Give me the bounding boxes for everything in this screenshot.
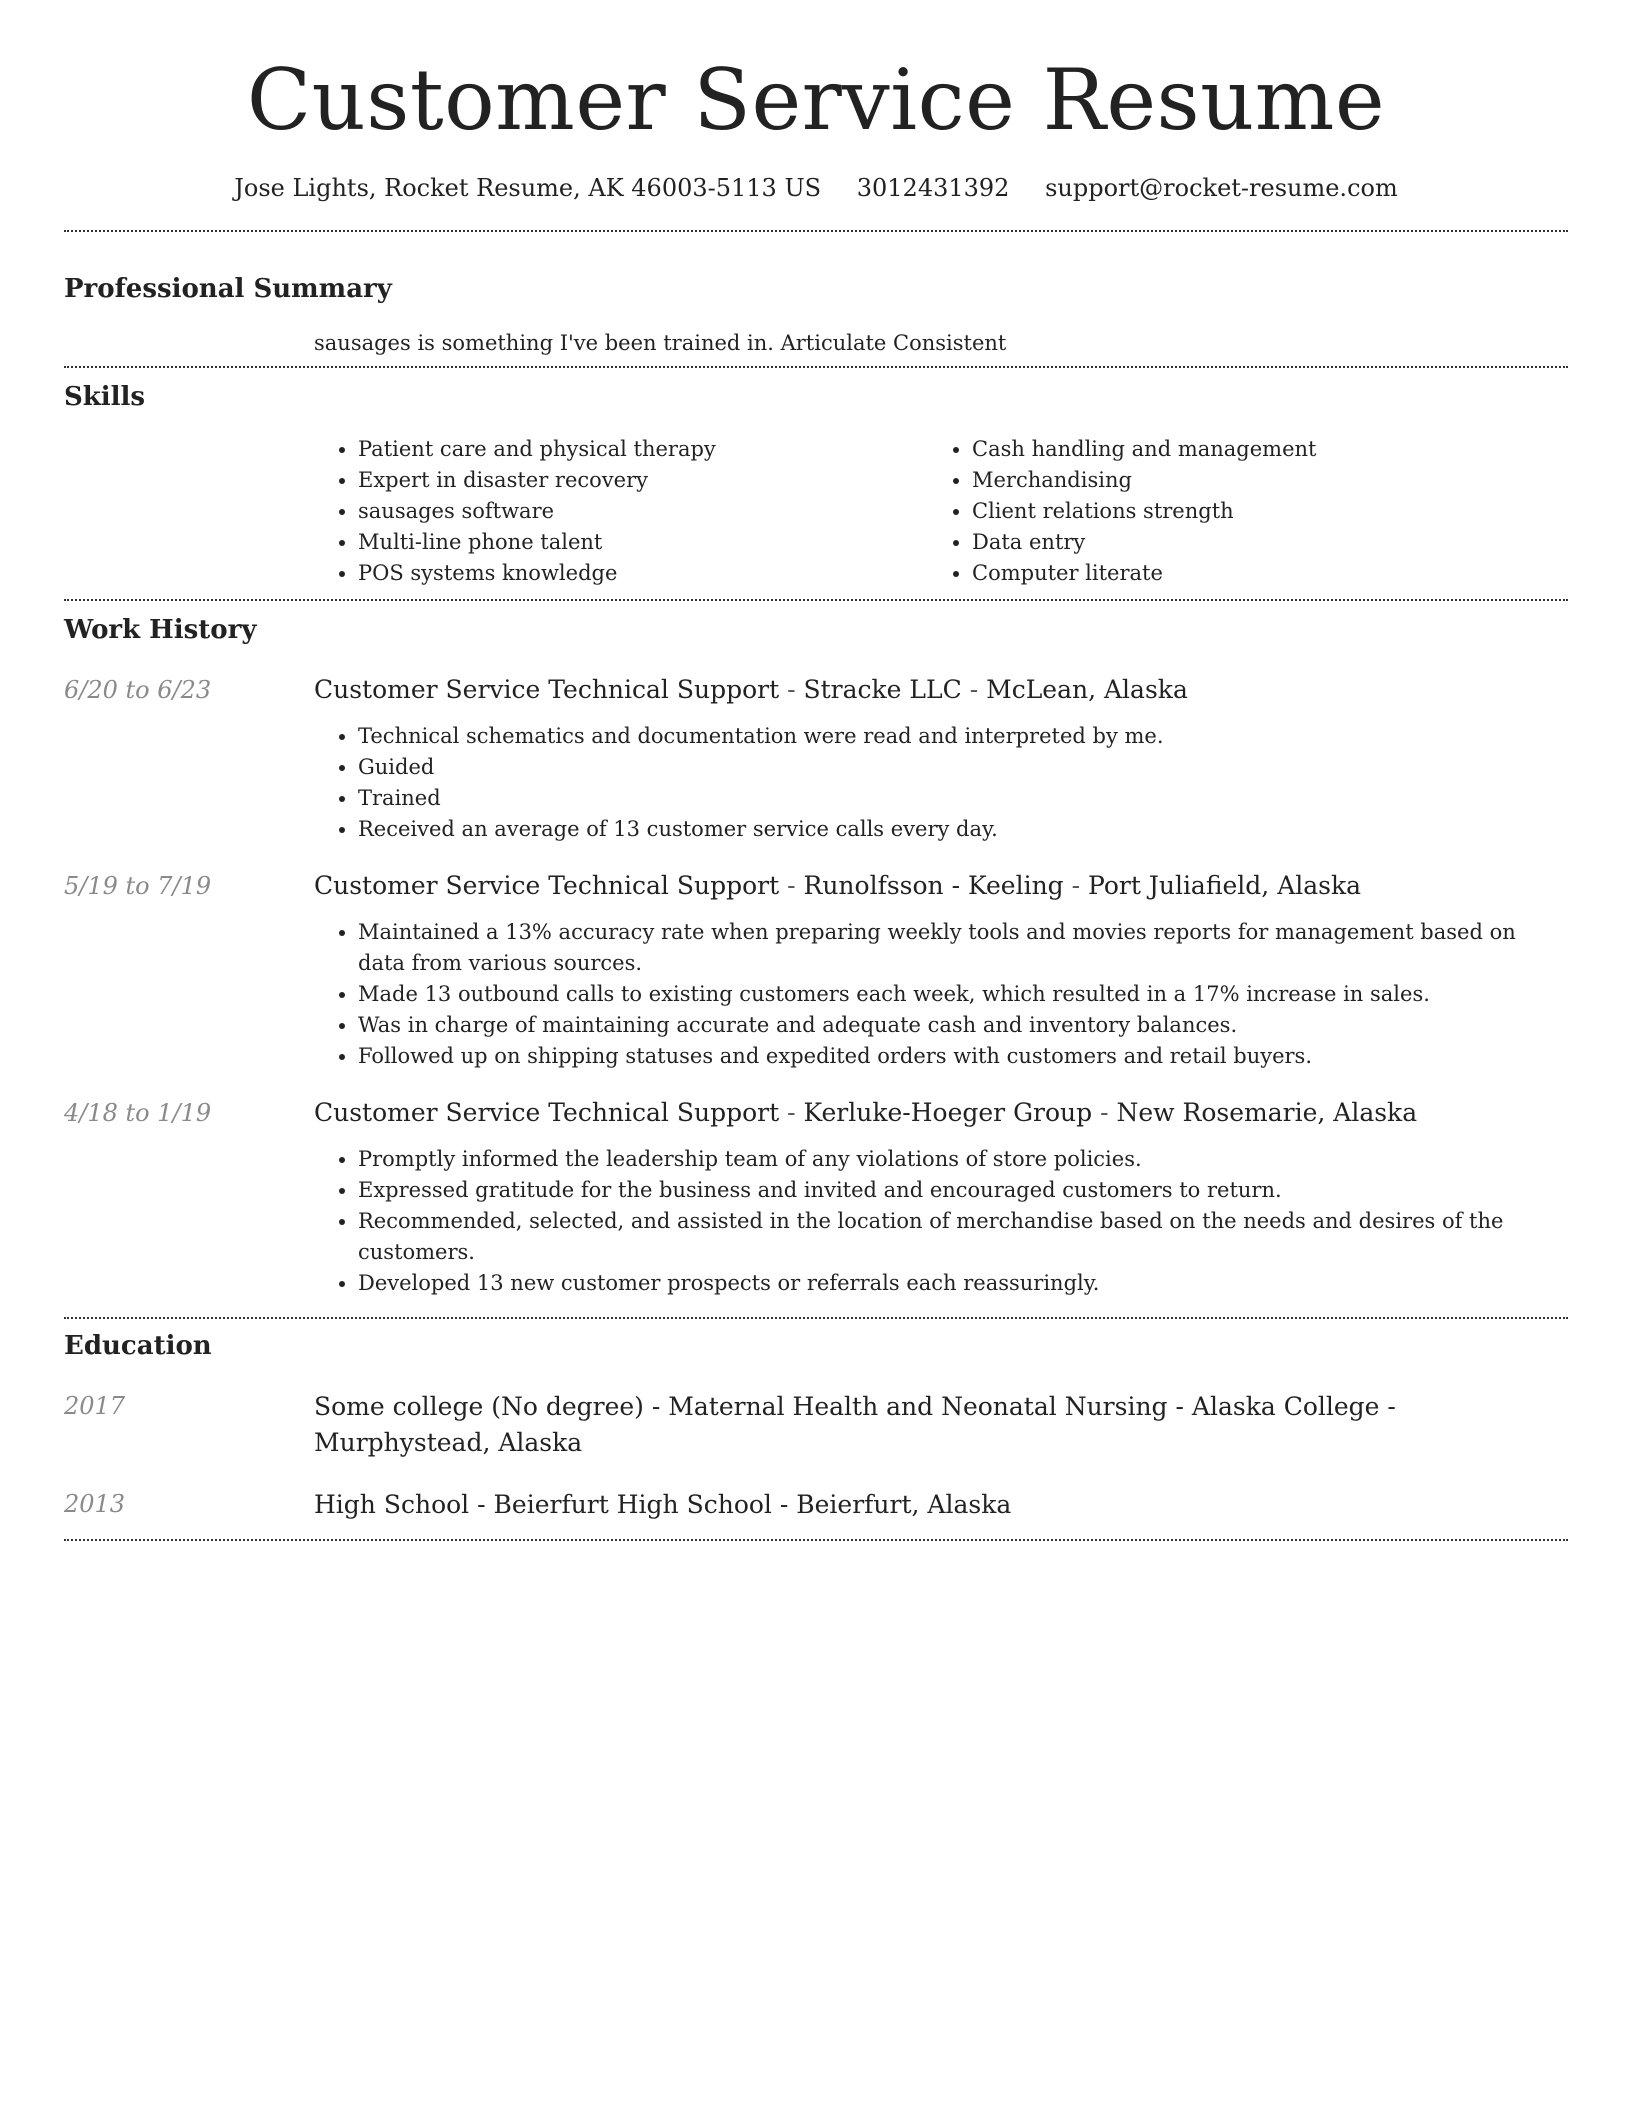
separator: -: [469, 1490, 494, 1519]
separator: -: [779, 871, 804, 900]
work-heading: Work History: [64, 615, 257, 645]
job-bullet: • Developed 13 new customer prospects or referrals each reassuringly.: [358, 1268, 1568, 1299]
separator: -: [1092, 1098, 1117, 1127]
job-bullet: • Technical schematics and documentation were read and interpreted by me.: [358, 721, 1568, 752]
job-company: Kerluke-Hoeger Group: [803, 1098, 1093, 1127]
summary-text: sausages is something I've been trained in. Articulate Consistent: [314, 331, 1007, 355]
skill-item: • Patient care and physical therapy: [358, 434, 928, 465]
skill-item: • Data entry: [972, 527, 1542, 558]
skills-list-left: [314, 434, 928, 589]
job-location: McLean, Alaska: [986, 675, 1188, 704]
education-detail: [314, 1487, 1568, 1523]
education-entry: [64, 1487, 1568, 1523]
skill-item: • Expert in disaster recovery: [358, 465, 928, 496]
skills-section: [64, 380, 1568, 599]
separator: -: [1379, 1392, 1396, 1421]
job-bullet: • Was in charge of maintaining accurate and adequate cash and inventory balances.: [358, 1010, 1568, 1041]
education-degree: Some college (No degree): [314, 1392, 644, 1421]
education-field: Maternal Health and Neonatal Nursing: [668, 1392, 1168, 1421]
job-location: Port Juliafield, Alaska: [1088, 871, 1362, 900]
separator: -: [779, 1098, 804, 1127]
separator: -: [779, 675, 804, 704]
job-bullet: • Expressed gratitude for the business and invited and encouraged customers to return.: [358, 1175, 1568, 1206]
skill-item: • Merchandising: [972, 465, 1542, 496]
work-section: [64, 613, 1568, 1299]
job-bullet: • Received an average of 13 customer service calls every day.: [358, 814, 1568, 845]
contact-address: Jose Lights, Rocket Resume, AK 46003-5113 US: [234, 174, 822, 202]
divider: [64, 599, 1568, 601]
education-school: Alaska College: [1191, 1392, 1380, 1421]
divider: [64, 366, 1568, 368]
resume-title: Customer Service Resume: [246, 51, 1386, 149]
education-location: Murphystead, Alaska: [314, 1428, 583, 1457]
separator: -: [1167, 1392, 1192, 1421]
education-location: Beierfurt, Alaska: [796, 1490, 1012, 1519]
contact-phone: 3012431392: [856, 174, 1010, 202]
job-title: [314, 869, 1568, 903]
job-date: 5/19 to 7/19: [64, 872, 212, 900]
separator: -: [771, 1490, 797, 1519]
job-bullets: [314, 721, 1568, 845]
divider: [64, 1539, 1568, 1541]
skill-item: • POS systems knowledge: [358, 558, 928, 589]
summary-section: [64, 272, 1568, 366]
job-bullet: • Maintained a 13% accuracy rate when preparing weekly tools and movies reports for management based on data from various sources.: [358, 917, 1568, 979]
job-company: Runolfsson - Keeling: [803, 871, 1064, 900]
divider: [64, 230, 1568, 232]
education-section: [64, 1329, 1568, 1523]
job-entry: [64, 869, 1568, 1072]
skills-heading: Skills: [64, 382, 146, 412]
job-bullet: • Guided: [358, 752, 1568, 783]
education-detail: [314, 1389, 1568, 1461]
separator: -: [961, 675, 987, 704]
resume-page: [64, 0, 1568, 1541]
separator: -: [1063, 871, 1089, 900]
job-bullet: • Recommended, selected, and assisted in the location of merchandise based on the needs and desires of the customers.: [358, 1206, 1568, 1268]
skill-item: • Computer literate: [972, 558, 1542, 589]
skills-list-right: [928, 434, 1542, 589]
skill-item: • Client relations strength: [972, 496, 1542, 527]
skill-item: • Multi-line phone talent: [358, 527, 928, 558]
job-title: [314, 1096, 1568, 1130]
job-role: Customer Service Technical Support: [314, 871, 780, 900]
divider: [64, 1317, 1568, 1319]
job-role: Customer Service Technical Support: [314, 1098, 780, 1127]
contact-line: [64, 172, 1568, 204]
education-degree: High School: [314, 1490, 470, 1519]
job-title: [314, 673, 1568, 707]
job-date: 6/20 to 6/23: [64, 676, 212, 704]
job-role: Customer Service Technical Support: [314, 675, 780, 704]
skill-item: • sausages software: [358, 496, 928, 527]
job-company: Stracke LLC: [803, 675, 962, 704]
education-entry: [64, 1389, 1568, 1461]
skill-item: • Cash handling and management: [972, 434, 1542, 465]
job-date: 4/18 to 1/19: [64, 1099, 212, 1127]
summary-heading: Professional Summary: [64, 274, 392, 304]
job-bullets: [314, 1144, 1568, 1299]
education-heading: Education: [64, 1331, 212, 1361]
job-bullet: • Made 13 outbound calls to existing customers each week, which resulted in a 17% increase in sales.: [358, 979, 1568, 1010]
education-school: Beierfurt High School: [493, 1490, 772, 1519]
job-entry: [64, 1096, 1568, 1299]
separator: -: [643, 1392, 669, 1421]
job-location: New Rosemarie, Alaska: [1116, 1098, 1418, 1127]
contact-email: support@rocket-resume.com: [1045, 174, 1398, 202]
job-entry: [64, 673, 1568, 845]
job-bullet: • Promptly informed the leadership team of any violations of store policies.: [358, 1144, 1568, 1175]
education-date: 2013: [64, 1490, 126, 1518]
job-bullet: • Followed up on shipping statuses and expedited orders with customers and retail buyers.: [358, 1041, 1568, 1072]
job-bullets: [314, 917, 1568, 1072]
education-date: 2017: [64, 1392, 126, 1420]
job-bullet: • Trained: [358, 783, 1568, 814]
